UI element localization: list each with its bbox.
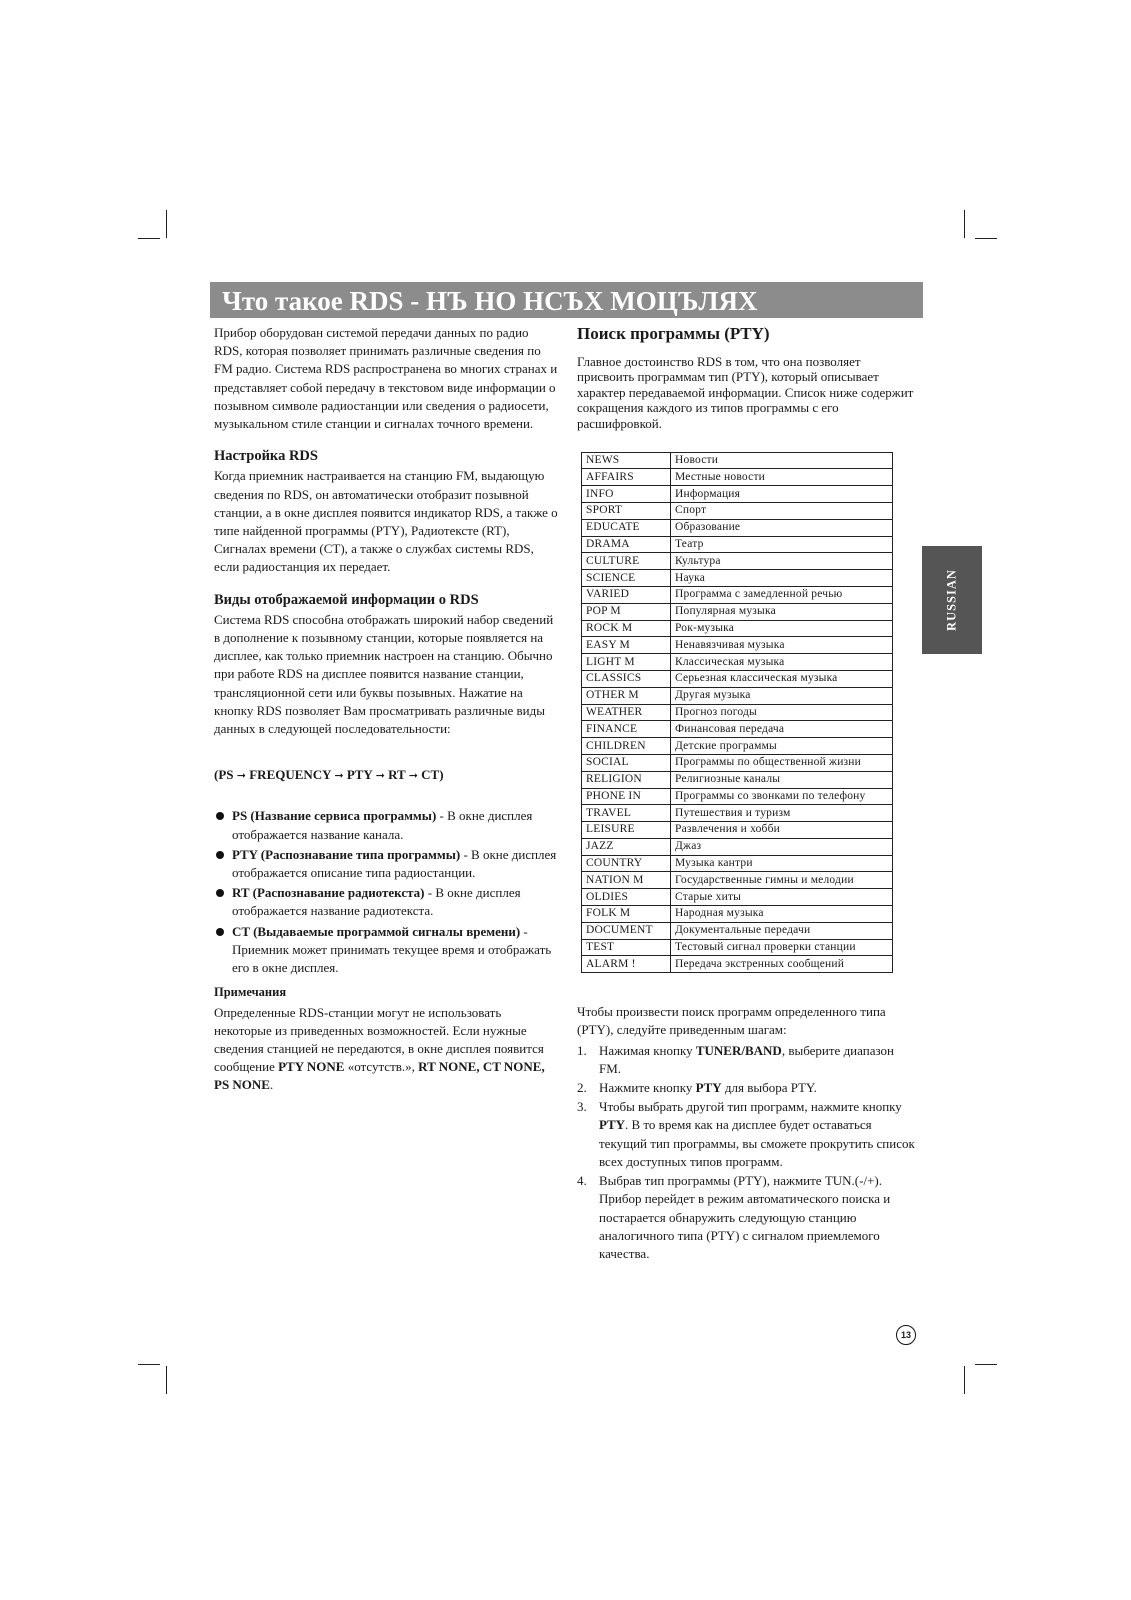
setup-paragraph: Когда приемник настраивается на станцию FM, выдающую сведения по RDS, он автоматически отобразит позывной станции, а в окне дисплея появится индикатор RDS, а также о типе найденной программы (PTY), Радиотексте (RT), Сигналах времени (CT), а также о службах системы RDS, если радиостанция их передает. [214, 468, 558, 575]
table-row [582, 922, 893, 939]
setup-heading: Настройка RDS [214, 448, 318, 465]
pty-description: Информация [671, 486, 893, 503]
table-row [582, 553, 893, 570]
pty-description: Финансовая передача [671, 721, 893, 738]
pty-code: VARIED [582, 586, 671, 603]
pty-description: Детские программы [671, 738, 893, 755]
pty-description: Классическая музыка [671, 654, 893, 671]
pty-code: ROCK M [582, 620, 671, 637]
crop-mark [138, 1364, 160, 1365]
pty-description: Документальные передачи [671, 922, 893, 939]
table-row [582, 771, 893, 788]
table-row [582, 788, 893, 805]
pty-code: COUNTRY [582, 855, 671, 872]
pty-code: LEISURE [582, 822, 671, 839]
pty-code: TEST [582, 939, 671, 956]
pty-code: OTHER M [582, 687, 671, 704]
table-row [582, 586, 893, 603]
pty-description: Музыка кантри [671, 855, 893, 872]
steps-intro: Чтобы произвести поиск программ определенного типа (PTY), следуйте приведенным шагам: [577, 1004, 886, 1038]
pty-code: EASY M [582, 637, 671, 654]
pty-intro: Главное достоинство RDS в том, что она позволяет присвоить программам тип (PTY), который описывает характер передаваемой информации. Список ниже содержит сокращения каждого из типов программы с его расшифровкой. [577, 353, 914, 431]
page-number: 13 [896, 1325, 916, 1345]
pty-code: NATION M [582, 872, 671, 889]
pty-code: TRAVEL [582, 805, 671, 822]
list-item: CT (Выдаваемые программой сигналы времени) - Приемник может принимать текущее время и отображать его в окне дисплея. [214, 923, 559, 978]
table-row [582, 855, 893, 872]
pty-description: Программы по общественной жизни [671, 754, 893, 771]
crop-mark [975, 238, 997, 239]
table-row [582, 620, 893, 637]
crop-mark [166, 210, 167, 238]
table-row [582, 721, 893, 738]
table-row [582, 906, 893, 923]
list-item: 1. Нажимая кнопку TUNER/BAND, выберите диапазон FM. [577, 1042, 894, 1076]
pty-description: Программы со звонками по телефону [671, 788, 893, 805]
crop-mark [166, 1366, 167, 1394]
pty-description: Развлечения и хобби [671, 822, 893, 839]
pty-code: OLDIES [582, 889, 671, 906]
table-row [582, 536, 893, 553]
pty-code: FINANCE [582, 721, 671, 738]
pty-code: PHONE IN [582, 788, 671, 805]
types-paragraph: Система RDS способна отображать широкий набор сведений в дополнение к позывному станции, которые появляется на дисплее, как только приемник настроен на станцию. Обычно при работе RDS на дисплее появится название станции, трансляционной сети или буквы позывных. Нажатие на кнопку RDS позволяет Вам просматривать различные виды данных в следующей последовательности: [214, 611, 554, 737]
pty-description: Наука [671, 570, 893, 587]
list-item: 3. Чтобы выбрать другой тип программ, нажмите кнопку PTY. В то время как на дисплее будет оставаться текущий тип программы, вы сможете прокрутить список всех доступных типов программ. [577, 1099, 915, 1169]
pty-description: Культура [671, 553, 893, 570]
pty-code: FOLK M [582, 906, 671, 923]
table-row [582, 469, 893, 486]
table-row [582, 754, 893, 771]
table-row [582, 570, 893, 587]
table-row [582, 486, 893, 503]
pty-code: AFFAIRS [582, 469, 671, 486]
pty-description: Джаз [671, 838, 893, 855]
table-row [582, 603, 893, 620]
table-row [582, 838, 893, 855]
pty-description: Рок-музыка [671, 620, 893, 637]
pty-code: JAZZ [582, 838, 671, 855]
list-item: RT (Распознавание радиотекста) - В окне дисплея отображается название радиотекста. [214, 884, 559, 920]
pty-description: Местные новости [671, 469, 893, 486]
crop-mark [975, 1364, 997, 1365]
display-sequence: (PS ➞ FREQUENCY ➞ PTY ➞ RT ➞ CT) [214, 767, 444, 783]
table-row [582, 889, 893, 906]
notes-paragraph: Определенные RDS-станции могут не использовать некоторые из приведенных возможностей. Если нужные сведения станцией не передаются, в окне дисплея появится сообщение PTY NONE «отсутств.», RT NONE, CT NONE, PS NONE. [214, 1004, 545, 1093]
language-tab: RUSSIAN [922, 546, 982, 654]
pty-code: DOCUMENT [582, 922, 671, 939]
table-row [582, 502, 893, 519]
pty-code: POP M [582, 603, 671, 620]
pty-description: Государственные гимны и мелодии [671, 872, 893, 889]
intro-paragraph: Прибор оборудован системой передачи данных по радио RDS, которая позволяет принимать различные сведения по FM радио. Система RDS распространена во многих странах и представляет собой передачу в текстовом виде информации о позывном символе радиостанции или сведения о радиосети, музыкальном стиле станции и сигналах точного времени. [214, 325, 558, 432]
pty-code: INFO [582, 486, 671, 503]
pty-description: Другая музыка [671, 687, 893, 704]
table-row [582, 654, 893, 671]
table-row [582, 822, 893, 839]
crop-mark [138, 238, 160, 239]
pty-description: Религиозные каналы [671, 771, 893, 788]
pty-code: SPORT [582, 502, 671, 519]
pty-description: Тестовый сигнал проверки станции [671, 939, 893, 956]
seq-item: FREQUENCY [249, 767, 332, 783]
arrow-right-icon: ➞ [375, 769, 385, 783]
page-title: Что такое RDS - НЪ НО НСЪХ МОЦЪЛЯХ [210, 282, 923, 318]
table-row [582, 956, 893, 973]
pty-code: WEATHER [582, 704, 671, 721]
table-row [582, 939, 893, 956]
table-row [582, 670, 893, 687]
pty-code: SCIENCE [582, 570, 671, 587]
seq-item: PTY [346, 767, 373, 783]
pty-description: Старые хиты [671, 889, 893, 906]
table-row [582, 519, 893, 536]
seq-item: RT [388, 767, 406, 783]
arrow-right-icon: ➞ [236, 769, 246, 783]
seq-item: CT [421, 767, 440, 783]
table-row [582, 452, 893, 469]
list-item: PTY (Распознавание типа программы) - В окне дисплея отображается описание типа радиостанции. [214, 846, 559, 882]
seq-item: PS [218, 767, 234, 783]
arrow-right-icon: ➞ [334, 769, 344, 783]
pty-code: NEWS [582, 452, 671, 469]
table-row [582, 637, 893, 654]
pty-code: SOCIAL [582, 754, 671, 771]
table-row [582, 687, 893, 704]
pty-table [581, 452, 893, 974]
pty-description: Прогноз погоды [671, 704, 893, 721]
types-heading: Виды отображаемой информации о RDS [214, 591, 479, 608]
pty-heading: Поиск программы (PTY) [577, 324, 770, 343]
pty-code: ALARM ! [582, 956, 671, 973]
pty-description: Новости [671, 452, 893, 469]
pty-description: Передача экстренных сообщений [671, 956, 893, 973]
crop-mark [964, 210, 965, 238]
table-row [582, 805, 893, 822]
pty-description: Программа с замедленной речью [671, 586, 893, 603]
list-item: PS (Название сервиса программы) - В окне дисплея отображается название канала. [214, 807, 559, 843]
left-column [214, 324, 559, 1095]
table-row [582, 704, 893, 721]
pty-code: CHILDREN [582, 738, 671, 755]
pty-description: Путешествия и туризм [671, 805, 893, 822]
pty-code: CLASSICS [582, 670, 671, 687]
pty-description: Народная музыка [671, 906, 893, 923]
pty-code: RELIGION [582, 771, 671, 788]
pty-description: Образование [671, 519, 893, 536]
info-type-list [214, 807, 559, 977]
right-column [577, 324, 917, 1264]
list-item: 2. Нажмите кнопку PTY для выбора PTY. [577, 1080, 817, 1096]
crop-mark [964, 1366, 965, 1394]
table-row [582, 738, 893, 755]
pty-description: Ненавязчивая музыка [671, 637, 893, 654]
pty-description: Спорт [671, 502, 893, 519]
pty-description: Театр [671, 536, 893, 553]
pty-code: DRAMA [582, 536, 671, 553]
pty-code: LIGHT M [582, 654, 671, 671]
pty-code: EDUCATE [582, 519, 671, 536]
pty-description: Серьезная классическая музыка [671, 670, 893, 687]
table-row [582, 872, 893, 889]
notes-heading: Примечания [214, 985, 287, 1000]
pty-description: Популярная музыка [671, 603, 893, 620]
pty-code: CULTURE [582, 553, 671, 570]
arrow-right-icon: ➞ [408, 769, 418, 783]
list-item: 4. Выбрав тип программы (PTY), нажмите TUN.(-/+). Прибор перейдет в режим автоматического поиска и постарается обнаружить следующую станцию аналогичного типа (PTY) с сигналом приемлемого качества. [577, 1173, 891, 1261]
steps-list [577, 1042, 917, 1263]
